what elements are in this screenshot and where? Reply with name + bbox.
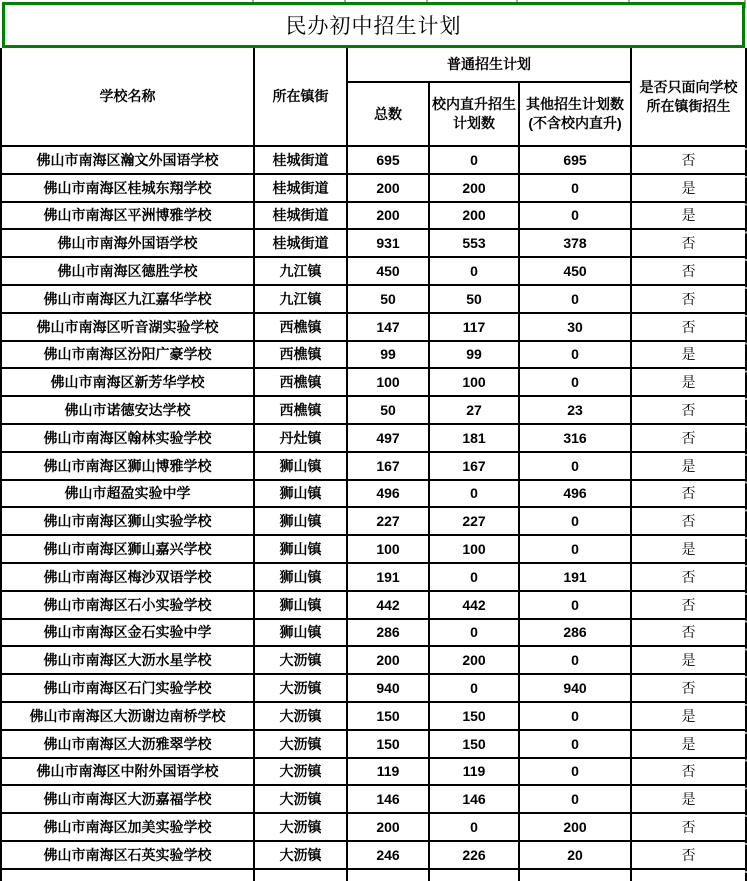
- table-row: [1, 535, 746, 563]
- only-town-cell[interactable]: 否: [631, 674, 746, 702]
- enrollment-plan-table: [0, 48, 747, 881]
- only-town-cell[interactable]: 是: [631, 202, 746, 230]
- total-cell[interactable]: 99: [347, 341, 429, 369]
- table-row: [1, 341, 746, 369]
- other-plan-cell[interactable]: 0: [519, 535, 631, 563]
- table-row: [1, 730, 746, 758]
- only-town-cell[interactable]: 否: [631, 257, 746, 285]
- table-row: [1, 396, 746, 424]
- header-plan-group[interactable]: 普通招生计划: [347, 48, 631, 82]
- total-cell[interactable]: 450: [347, 257, 429, 285]
- town-cell[interactable]: 狮山镇: [254, 507, 347, 535]
- table-row: [1, 758, 746, 786]
- school-name-cell[interactable]: 佛山市南海区石门实验学校: [1, 674, 254, 702]
- direct-plan-cell[interactable]: 0: [429, 674, 519, 702]
- school-name-cell[interactable]: 佛山市南海区新芳华学校: [1, 368, 254, 396]
- school-name-cell[interactable]: 佛山市南海区德胜学校: [1, 257, 254, 285]
- table-row: [1, 146, 746, 174]
- other-plan-cell[interactable]: 695: [519, 146, 631, 174]
- table-row: [1, 507, 746, 535]
- direct-plan-cell[interactable]: 200: [429, 174, 519, 202]
- other-plan-cell[interactable]: 0: [519, 507, 631, 535]
- total-cell[interactable]: 940: [347, 674, 429, 702]
- header-only-town[interactable]: 是否只面向学校所在镇街招生: [631, 48, 746, 146]
- direct-plan-cell[interactable]: 27: [429, 396, 519, 424]
- other-plan-cell[interactable]: 191: [519, 563, 631, 591]
- school-name-cell[interactable]: 佛山市南海区中附外国语学校: [1, 758, 254, 786]
- total-cell[interactable]: 119: [347, 758, 429, 786]
- school-name-cell[interactable]: 佛山市南海外国语学校: [1, 229, 254, 257]
- direct-plan-cell[interactable]: 167: [429, 452, 519, 480]
- direct-plan-cell[interactable]: 227: [429, 507, 519, 535]
- other-plan-cell[interactable]: 0: [519, 174, 631, 202]
- total-cell[interactable]: 50: [347, 396, 429, 424]
- total-cell[interactable]: 147: [347, 313, 429, 341]
- table-row: [1, 591, 746, 619]
- direct-plan-cell[interactable]: 100: [429, 535, 519, 563]
- only-town-cell[interactable]: 否: [631, 285, 746, 313]
- only-town-cell[interactable]: 否: [631, 480, 746, 508]
- town-cell[interactable]: 狮山镇: [254, 619, 347, 647]
- direct-plan-cell[interactable]: 0: [429, 813, 519, 841]
- other-plan-cell[interactable]: 200: [519, 813, 631, 841]
- table-row: [1, 813, 746, 841]
- other-plan-cell[interactable]: 940: [519, 674, 631, 702]
- other-plan-cell[interactable]: 496: [519, 480, 631, 508]
- town-cell[interactable]: 大沥镇: [254, 646, 347, 674]
- table-row: [1, 368, 746, 396]
- only-town-cell[interactable]: 是: [631, 174, 746, 202]
- only-town-cell[interactable]: 是: [631, 785, 746, 813]
- empty-cell[interactable]: [429, 869, 519, 881]
- direct-plan-cell[interactable]: 99: [429, 341, 519, 369]
- school-name-cell[interactable]: 佛山市南海区大沥嘉福学校: [1, 785, 254, 813]
- direct-plan-cell[interactable]: 117: [429, 313, 519, 341]
- only-town-cell[interactable]: 是: [631, 535, 746, 563]
- other-plan-cell[interactable]: 0: [519, 285, 631, 313]
- other-plan-cell[interactable]: 0: [519, 646, 631, 674]
- school-name-cell[interactable]: 佛山市超盈实验中学: [1, 480, 254, 508]
- total-cell[interactable]: 227: [347, 507, 429, 535]
- total-cell[interactable]: 100: [347, 368, 429, 396]
- direct-plan-cell[interactable]: 50: [429, 285, 519, 313]
- table-header: [1, 48, 746, 146]
- town-cell[interactable]: 大沥镇: [254, 841, 347, 869]
- school-name-cell[interactable]: 佛山市南海区加美实验学校: [1, 813, 254, 841]
- header-other[interactable]: 其他招生计划数(不含校内直升): [519, 82, 631, 146]
- total-cell[interactable]: 442: [347, 591, 429, 619]
- total-cell[interactable]: 150: [347, 702, 429, 730]
- other-plan-cell[interactable]: 23: [519, 396, 631, 424]
- direct-plan-cell[interactable]: 553: [429, 229, 519, 257]
- table-row: [1, 285, 746, 313]
- direct-plan-cell[interactable]: 226: [429, 841, 519, 869]
- town-cell[interactable]: 大沥镇: [254, 702, 347, 730]
- direct-plan-cell[interactable]: 200: [429, 646, 519, 674]
- only-town-cell[interactable]: 否: [631, 563, 746, 591]
- town-cell[interactable]: 大沥镇: [254, 730, 347, 758]
- school-name-cell[interactable]: 佛山市南海区狮山嘉兴学校: [1, 535, 254, 563]
- only-town-cell[interactable]: 否: [631, 507, 746, 535]
- table-row: [1, 229, 746, 257]
- table-row: [1, 202, 746, 230]
- table-row: [1, 619, 746, 647]
- town-cell[interactable]: 西樵镇: [254, 341, 347, 369]
- school-name-cell[interactable]: 佛山市南海区听音湖实验学校: [1, 313, 254, 341]
- school-name-cell[interactable]: 佛山市南海区大沥雅翠学校: [1, 730, 254, 758]
- empty-cell[interactable]: [631, 869, 746, 881]
- town-cell[interactable]: 狮山镇: [254, 591, 347, 619]
- other-plan-cell[interactable]: 30: [519, 313, 631, 341]
- total-cell[interactable]: 146: [347, 785, 429, 813]
- direct-plan-cell[interactable]: 0: [429, 146, 519, 174]
- table-body: [1, 146, 746, 881]
- total-cell[interactable]: 286: [347, 619, 429, 647]
- town-cell[interactable]: 西樵镇: [254, 396, 347, 424]
- only-town-cell[interactable]: 是: [631, 646, 746, 674]
- other-plan-cell[interactable]: 316: [519, 424, 631, 452]
- empty-cell[interactable]: [519, 869, 631, 881]
- only-town-cell[interactable]: 否: [631, 619, 746, 647]
- direct-plan-cell[interactable]: 0: [429, 257, 519, 285]
- school-name-cell[interactable]: 佛山市南海区狮山博雅学校: [1, 452, 254, 480]
- only-town-cell[interactable]: 否: [631, 758, 746, 786]
- other-plan-cell[interactable]: 0: [519, 758, 631, 786]
- town-cell[interactable]: 大沥镇: [254, 785, 347, 813]
- town-cell[interactable]: 大沥镇: [254, 813, 347, 841]
- other-plan-cell[interactable]: 0: [519, 368, 631, 396]
- table-row: [1, 785, 746, 813]
- only-town-cell[interactable]: 是: [631, 730, 746, 758]
- direct-plan-cell[interactable]: 200: [429, 202, 519, 230]
- school-name-cell[interactable]: 佛山市南海区石小实验学校: [1, 591, 254, 619]
- header-direct[interactable]: 校内直升招生计划数: [429, 82, 519, 146]
- other-plan-cell[interactable]: 20: [519, 841, 631, 869]
- table-row: [1, 841, 746, 869]
- table-row: [1, 313, 746, 341]
- only-town-cell[interactable]: 否: [631, 229, 746, 257]
- direct-plan-cell[interactable]: 150: [429, 702, 519, 730]
- table-row-partial: [1, 869, 746, 881]
- town-cell[interactable]: 桂城街道: [254, 202, 347, 230]
- town-cell[interactable]: 狮山镇: [254, 452, 347, 480]
- only-town-cell[interactable]: 否: [631, 813, 746, 841]
- town-cell[interactable]: 九江镇: [254, 285, 347, 313]
- direct-plan-cell[interactable]: 181: [429, 424, 519, 452]
- school-name-cell[interactable]: 佛山市南海区金石实验中学: [1, 619, 254, 647]
- school-name-cell[interactable]: 佛山市南海区汾阳广豪学校: [1, 341, 254, 369]
- school-name-cell[interactable]: 佛山市南海区大沥谢边南桥学校: [1, 702, 254, 730]
- empty-cell[interactable]: [1, 869, 254, 881]
- town-cell[interactable]: 桂城街道: [254, 174, 347, 202]
- sheet-title-cell[interactable]: 民办初中招生计划: [2, 2, 745, 48]
- direct-plan-cell[interactable]: 150: [429, 730, 519, 758]
- direct-plan-cell[interactable]: 442: [429, 591, 519, 619]
- other-plan-cell[interactable]: 0: [519, 730, 631, 758]
- other-plan-cell[interactable]: 286: [519, 619, 631, 647]
- town-cell[interactable]: 狮山镇: [254, 563, 347, 591]
- direct-plan-cell[interactable]: 146: [429, 785, 519, 813]
- header-school-name[interactable]: 学校名称: [1, 48, 254, 146]
- only-town-cell[interactable]: 是: [631, 702, 746, 730]
- school-name-cell[interactable]: 佛山市南海区梅沙双语学校: [1, 563, 254, 591]
- total-cell[interactable]: 200: [347, 813, 429, 841]
- total-cell[interactable]: 50: [347, 285, 429, 313]
- town-cell[interactable]: 丹灶镇: [254, 424, 347, 452]
- only-town-cell[interactable]: 是: [631, 341, 746, 369]
- total-cell[interactable]: 246: [347, 841, 429, 869]
- empty-cell[interactable]: [254, 869, 347, 881]
- only-town-cell[interactable]: 否: [631, 313, 746, 341]
- school-name-cell[interactable]: 佛山市南海区九江嘉华学校: [1, 285, 254, 313]
- town-cell[interactable]: 西樵镇: [254, 313, 347, 341]
- school-name-cell[interactable]: 佛山市南海区狮山实验学校: [1, 507, 254, 535]
- direct-plan-cell[interactable]: 119: [429, 758, 519, 786]
- only-town-cell[interactable]: 否: [631, 591, 746, 619]
- other-plan-cell[interactable]: 0: [519, 341, 631, 369]
- town-cell[interactable]: 桂城街道: [254, 229, 347, 257]
- school-name-cell[interactable]: 佛山市南海区桂城东翔学校: [1, 174, 254, 202]
- total-cell[interactable]: 200: [347, 646, 429, 674]
- total-cell[interactable]: 695: [347, 146, 429, 174]
- total-cell[interactable]: 496: [347, 480, 429, 508]
- table-row: [1, 646, 746, 674]
- other-plan-cell[interactable]: 0: [519, 591, 631, 619]
- table-row: [1, 563, 746, 591]
- other-plan-cell[interactable]: 0: [519, 702, 631, 730]
- table-row: [1, 452, 746, 480]
- only-town-cell[interactable]: 是: [631, 368, 746, 396]
- school-name-cell[interactable]: 佛山市南海区大沥水星学校: [1, 646, 254, 674]
- town-cell[interactable]: 狮山镇: [254, 480, 347, 508]
- table-row: [1, 480, 746, 508]
- town-cell[interactable]: 西樵镇: [254, 368, 347, 396]
- total-cell[interactable]: 200: [347, 174, 429, 202]
- table-row: [1, 424, 746, 452]
- table-row: [1, 257, 746, 285]
- town-cell[interactable]: 大沥镇: [254, 758, 347, 786]
- total-cell[interactable]: 100: [347, 535, 429, 563]
- town-cell[interactable]: 桂城街道: [254, 146, 347, 174]
- total-cell[interactable]: 200: [347, 202, 429, 230]
- school-name-cell[interactable]: 佛山市诺德安达学校: [1, 396, 254, 424]
- empty-cell[interactable]: [347, 869, 429, 881]
- only-town-cell[interactable]: 否: [631, 424, 746, 452]
- other-plan-cell[interactable]: 450: [519, 257, 631, 285]
- school-name-cell[interactable]: 佛山市南海区翰林实验学校: [1, 424, 254, 452]
- direct-plan-cell[interactable]: 100: [429, 368, 519, 396]
- table-row: [1, 174, 746, 202]
- only-town-cell[interactable]: 否: [631, 841, 746, 869]
- direct-plan-cell[interactable]: 0: [429, 563, 519, 591]
- total-cell[interactable]: 191: [347, 563, 429, 591]
- other-plan-cell[interactable]: 0: [519, 785, 631, 813]
- town-cell[interactable]: 大沥镇: [254, 674, 347, 702]
- total-cell[interactable]: 150: [347, 730, 429, 758]
- other-plan-cell[interactable]: 0: [519, 452, 631, 480]
- town-cell[interactable]: 狮山镇: [254, 535, 347, 563]
- total-cell[interactable]: 167: [347, 452, 429, 480]
- school-name-cell[interactable]: 佛山市南海区石英实验学校: [1, 841, 254, 869]
- only-town-cell[interactable]: 是: [631, 452, 746, 480]
- header-total[interactable]: 总数: [347, 82, 429, 146]
- only-town-cell[interactable]: 否: [631, 396, 746, 424]
- table-row: [1, 702, 746, 730]
- header-town[interactable]: 所在镇街: [254, 48, 347, 146]
- only-town-cell[interactable]: 否: [631, 146, 746, 174]
- table-row: [1, 674, 746, 702]
- total-cell[interactable]: 497: [347, 424, 429, 452]
- total-cell[interactable]: 931: [347, 229, 429, 257]
- other-plan-cell[interactable]: 378: [519, 229, 631, 257]
- town-cell[interactable]: 九江镇: [254, 257, 347, 285]
- direct-plan-cell[interactable]: 0: [429, 619, 519, 647]
- other-plan-cell[interactable]: 0: [519, 202, 631, 230]
- direct-plan-cell[interactable]: 0: [429, 480, 519, 508]
- school-name-cell[interactable]: 佛山市南海区瀚文外国语学校: [1, 146, 254, 174]
- school-name-cell[interactable]: 佛山市南海区平洲博雅学校: [1, 202, 254, 230]
